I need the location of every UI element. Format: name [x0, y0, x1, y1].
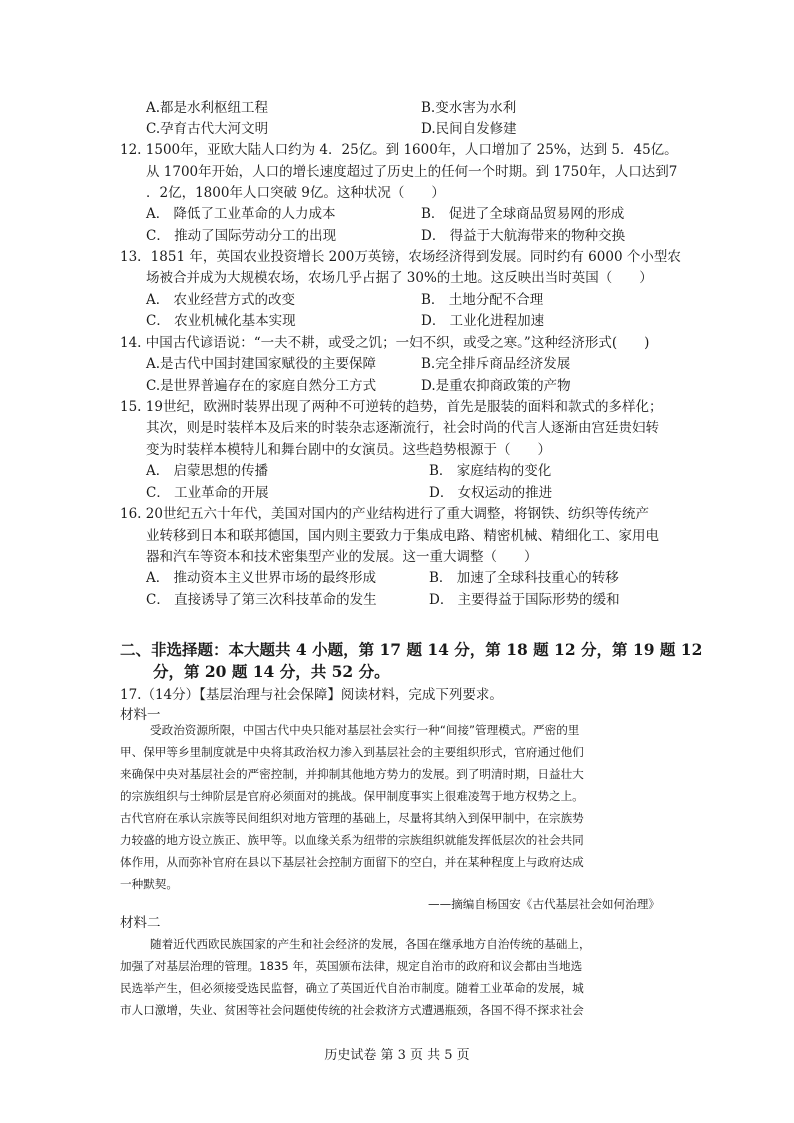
q13-option-b: B． 土地分配不合理 [421, 292, 544, 308]
q11-option-c: C.孕育古代大河文明 [146, 121, 269, 137]
page-footer: 历史试卷 第 3 页 共 5 页 [324, 1048, 470, 1063]
q13-option-d: D． 工业化进程加速 [421, 313, 545, 329]
q16-option-c: C． 直接诱导了第三次科技革命的发生 [146, 592, 377, 608]
material-1-line: 体作用，从而弥补官府在县以下基层社会控制方面留下的空白，并在某种程度上与政府达成 [120, 855, 584, 869]
q14-option-a: A.是古代中国封建国家赋役的主要保障 [146, 356, 377, 372]
q16-option-b: B． 加速了全球科技重心的转移 [429, 570, 619, 586]
q11-option-d: D.民间自发修建 [421, 121, 517, 137]
q12-stem-line: ．2亿，1800年人口突破 9亿。这种状况（ ） [146, 185, 445, 201]
q12-option-c: C． 推动了国际劳动分工的出现 [146, 228, 337, 244]
material-2-line: 市人口激增，失业、贫困等社会问题使传统的社会救济方式遭遇瓶颈，各国不得不探求社会 [120, 1003, 584, 1017]
material-1-line: 受政治资源所限，中国古代中央只能对基层社会实行一种“间接”管理模式。严密的里 [150, 723, 580, 737]
material-2-title: 材料二 [120, 915, 161, 931]
q16-stem-line: 器和汽车等资本和技术密集型产业的发展。这一重大调整（ ） [146, 549, 538, 565]
q12-stem-line: 12. 1500年，亚欧大陆人口约为 4．25亿。到 1600年，人口增加了 25%，达到 5．45亿。 [120, 142, 678, 158]
material-1-line: 的宗族组织与士绅阶层是官府必须面对的挑战。保甲制度事实上很难凌驾于地方权势之上。 [120, 789, 584, 803]
material-1-line: 来确保中央对基层社会的严密控制，并抑制其他地方势力的发展。到了明清时期，日益壮大 [120, 767, 584, 781]
material-1-line: 一种默契。 [120, 877, 178, 891]
q15-stem-line: 其次，则是时装样本及后来的时装杂志逐渐流行，社会时尚的代言人逐渐由宫廷贵妇转 [146, 420, 659, 436]
material-1-line: 力较盛的地方设立族正、族甲等。以血缘关系为纽带的宗族组织就能发挥低层次的社会共同 [120, 833, 584, 847]
q15-option-a: A． 启蒙思想的传播 [146, 463, 269, 479]
section-heading: 分，第 20 题 14 分，共 52 分。 [153, 662, 390, 681]
q16-stem-line: 16. 20世纪五六十年代，美国对国内的产业结构进行了重大调整，将钢铁、纺织等传统产 [120, 506, 649, 522]
q17-stem: 17.（14分）【基层治理与社会保障】阅读材料，完成下列要求。 [120, 687, 503, 703]
q14-option-d: D.是重农抑商政策的产物 [421, 378, 571, 394]
q13-option-c: C． 农业机械化基本实现 [146, 313, 296, 329]
q12-stem-line: 从 1700年开始，人口的增长速度超过了历史上的任何一个时期。到 1750年，人口达到7 [146, 164, 678, 180]
q14-stem-line: 14. 中国古代谚语说：“一夫不耕，或受之饥；一妇不织，或受之寒。”这种经济形式( ) [120, 335, 650, 351]
material-2-line: 加强了对基层治理的管理。1835 年，英国颁布法律，规定自治市的政府和议会都由当地选 [120, 959, 583, 973]
q15-stem-line: 15. 19世纪，欧洲时装界出现了两种不可逆转的趋势，首先是服装的面料和款式的多样化； [120, 399, 663, 415]
material-1-title: 材料一 [120, 707, 161, 723]
q15-option-d: D． 女权运动的推进 [429, 485, 553, 501]
q11-option-b: B.变水害为水利 [421, 100, 517, 116]
q14-option-b: B.完全排斥商品经济发展 [421, 356, 571, 372]
q13-stem-line: 13．1851 年，英国农业投资增长 200万英镑，农场经济得到发展。同时约有 6000 个小型农 [120, 249, 681, 265]
material-1-source: ——摘编自杨国安《古代基层社会如何治理》 [428, 897, 660, 911]
q13-option-a: A． 农业经营方式的改变 [146, 292, 296, 308]
q14-option-c: C.是世界普遍存在的家庭自然分工方式 [146, 378, 377, 394]
material-2-line: 随着近代西欧民族国家的产生和社会经济的发展，各国在继承地方自治传统的基础上， [150, 937, 591, 951]
q15-option-c: C． 工业革命的开展 [146, 485, 269, 501]
material-2-line: 民选举产生，但必须接受选民监督，确立了英国近代自治市制度。随着工业革命的发展，城 [120, 981, 584, 995]
q11-option-a: A.都是水利枢纽工程 [146, 100, 269, 116]
q16-stem-line: 业转移到日本和联邦德国，国内则主要致力于集成电路、精密机械、精细化工、家用电 [146, 528, 659, 544]
section-heading: 二、非选择题：本大题共 4 小题，第 17 题 14 分，第 18 题 12 分，第 19 题 12 [120, 640, 703, 659]
q15-stem-line: 变为时装样本模特儿和舞台剧中的女演员。这些趋势根源于（ ） [146, 442, 551, 458]
q15-option-b: B． 家庭结构的变化 [429, 463, 552, 479]
material-1-line: 古代官府在承认宗族等民间组织对地方管理的基础上，尽量将其纳入到保甲制中，在宗族势 [120, 811, 584, 825]
material-1-line: 甲、保甲等乡里制度就是中央将其政治权力渗入到基层社会的主要组织形式，官府通过他们 [120, 745, 584, 759]
q12-option-a: A． 降低了工业革命的人力成本 [146, 206, 336, 222]
q16-option-a: A． 推动资本主义世界市场的最终形成 [146, 570, 377, 586]
q12-option-b: B． 促进了全球商品贸易网的形成 [421, 206, 625, 222]
q13-stem-line: 场被合并成为大规模农场，农场几乎占据了 30%的土地。这反映出当时英国（ ） [146, 270, 653, 286]
q16-option-d: D． 主要得益于国际形势的缓和 [429, 592, 620, 608]
q12-option-d: D． 得益于大航海带来的物种交换 [421, 228, 626, 244]
